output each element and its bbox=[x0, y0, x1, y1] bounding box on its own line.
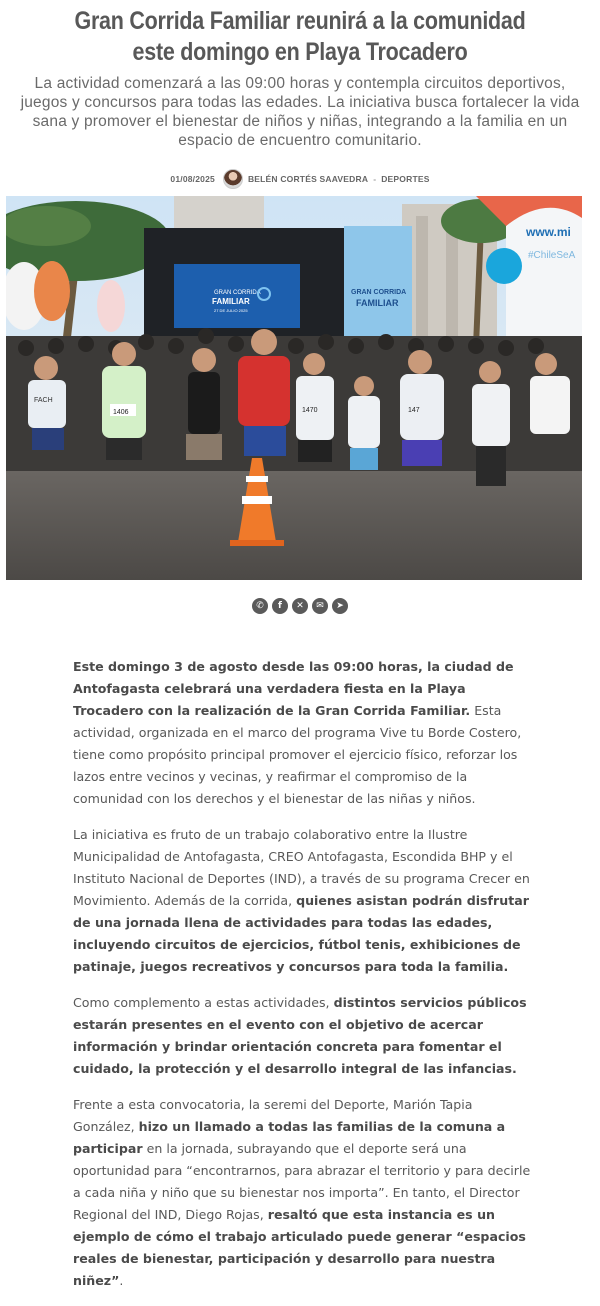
telegram-icon[interactable]: ➤ bbox=[332, 598, 348, 614]
paragraph-1 bbox=[73, 656, 533, 810]
paragraph-3-text: Como complemento a estas actividades, bbox=[73, 995, 334, 1010]
article-body bbox=[73, 656, 533, 1306]
facebook-icon[interactable]: f bbox=[272, 598, 288, 614]
email-icon[interactable]: ✉ bbox=[312, 598, 328, 614]
paragraph-1-bold: Este domingo 3 de agosto desde las 09:00 horas, la ciudad de Antofagasta celebrará una verdadera fiesta en la Playa Trocadero con la realización de la Gran Corrida Familiar. bbox=[73, 659, 514, 718]
article-byline bbox=[0, 168, 600, 190]
article-title: Gran Corrida Familiar reunirá a la comunidad este domingo en Playa Trocadero bbox=[74, 7, 526, 66]
share-bar bbox=[0, 598, 600, 614]
paragraph-2 bbox=[73, 824, 533, 978]
side-banner-line2: FAMILIAR bbox=[356, 298, 399, 308]
stage-banner-line1: GRAN CORRIDA bbox=[214, 290, 261, 296]
shirt-text: FACH bbox=[34, 397, 53, 404]
paragraph-4-bold-2: resaltó que esta instancia es un ejemplo de cómo el trabajo articulado puede generar “espacios reales de bienestar, participación y desarrollo para nuestra niñez” bbox=[73, 1207, 526, 1288]
byline-separator: - bbox=[373, 174, 377, 184]
paragraph-4-text-3: . bbox=[119, 1273, 124, 1288]
arch-hashtag: #ChileSeA bbox=[528, 250, 576, 261]
stage-banner-line3: 27 DE JULIO 2025 bbox=[214, 308, 248, 313]
x-icon[interactable]: ✕ bbox=[292, 598, 308, 614]
paragraph-4-text-1: Frente a esta convocatoria, la seremi del Deporte, Marión Tapia González, bbox=[73, 1097, 473, 1134]
paragraph-3-bold: distintos servicios públicos estarán presentes en el evento con el objetivo de acercar información y brindar orientación concreta para fomentar el cuidado, la protección y el desarrollo integral de las infancias. bbox=[73, 995, 527, 1076]
author-name[interactable]: BELÉN CORTÉS SAAVEDRA bbox=[247, 174, 369, 184]
race-photo-illustration bbox=[6, 196, 582, 580]
publish-date: 01/08/2025 bbox=[170, 174, 215, 184]
stage-banner-line2: FAMILIAR bbox=[212, 297, 250, 306]
article-subtitle: La actividad comenzará a las 09:00 horas y contempla circuitos deportivos, juegos y concursos para todas las edades. La iniciativa busca fortalecer la vida sana y promover el bienestar de niños y niñas, integrando a la familia en un espacio de encuentro comunitario. bbox=[20, 75, 580, 149]
featured-photo bbox=[6, 196, 582, 580]
paragraph-1-text: Esta actividad, organizada en el marco del programa Vive tu Borde Costero, tiene como propósito principal promover el ejercicio físico, reforzar los lazos entre vecinos y vecinas, y reafirmar el compromiso de la comunidad con los derechos y el bienestar de las niñas y niños. bbox=[73, 703, 522, 806]
side-banner-line1: GRAN CORRIDA bbox=[351, 289, 407, 296]
runner-bib-1: 1406 bbox=[113, 409, 129, 416]
category-link[interactable]: DEPORTES bbox=[381, 174, 430, 184]
paragraph-3 bbox=[73, 992, 533, 1080]
paragraph-2-bold: quienes asistan podrán disfrutar de una jornada llena de actividades para todas las edades, incluyendo circuitos de ejercicios, fútbol tenis, exhibiciones de patinaje, juegos recreativos y concursos para toda la familia. bbox=[73, 893, 529, 974]
paragraph-4-text-2: en la jornada, subrayando que el deporte será una oportunidad para “encontrarnos, para abrazar el territorio y para decirle a cada niña y niño que su bienestar nos importa”. En tanto, el Director Regional del IND, Diego Rojas, bbox=[73, 1141, 531, 1222]
paragraph-2-text: La iniciativa es fruto de un trabajo colaborativo entre la Ilustre Municipalidad de Antofagasta, CREO Antofagasta, Escondida BHP y el Instituto Nacional de Deportes (IND), a través de su programa Crecer en Movimiento. Además de la corrida, bbox=[73, 827, 530, 908]
whatsapp-icon[interactable]: ✆ bbox=[252, 598, 268, 614]
arch-url: www.mi bbox=[526, 225, 571, 239]
author-avatar bbox=[223, 169, 243, 189]
paragraph-4-bold-1: hizo un llamado a todas las familias de la comuna a participar bbox=[73, 1119, 506, 1156]
paragraph-4 bbox=[73, 1094, 533, 1292]
runner-bib-3: 147 bbox=[408, 407, 420, 414]
runner-bib-2: 1470 bbox=[302, 407, 318, 414]
